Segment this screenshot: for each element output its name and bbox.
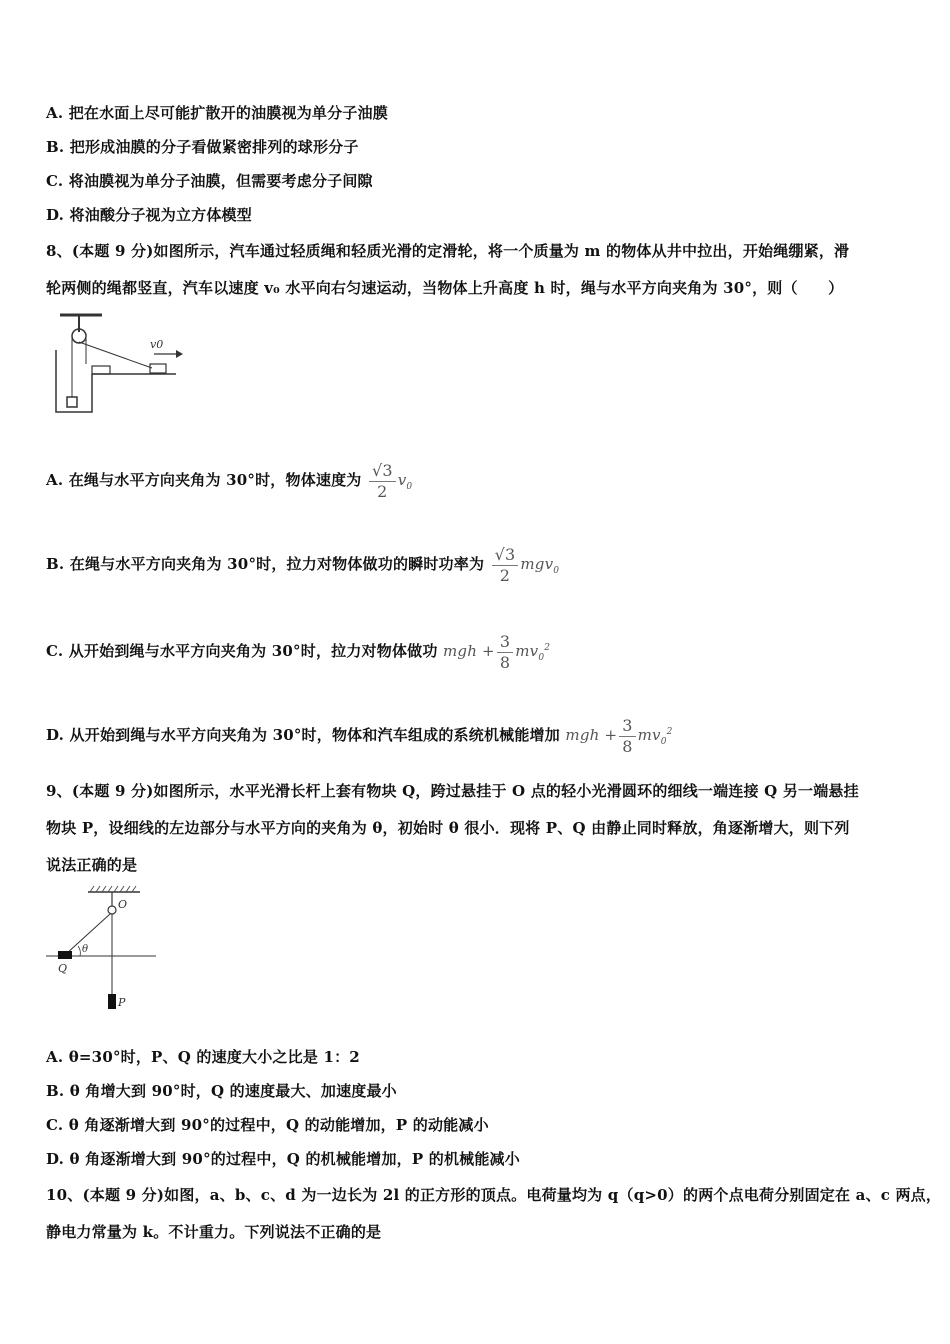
- math-pre: mgh +: [443, 642, 495, 660]
- q9-option-d: [46, 1148, 520, 1169]
- fraction-den: 2: [499, 565, 511, 585]
- math-tail: $mv_0^2$: [637, 726, 673, 747]
- option-letter: C.: [46, 172, 64, 190]
- fraction: [497, 632, 513, 673]
- fraction-den: 8: [622, 736, 633, 756]
- option-letter: A.: [46, 471, 64, 489]
- option-text: 从开始到绳与水平方向夹角为 30°时，物体和汽车组成的系统机械能增加: [69, 726, 560, 744]
- q-label: Q: [58, 962, 68, 975]
- v0-label: v0: [150, 338, 164, 351]
- q7-option-c: [46, 170, 373, 191]
- q9-option-c: [46, 1114, 489, 1135]
- math-pre: mgh +: [565, 726, 618, 744]
- option-letter: A.: [46, 104, 64, 122]
- option-text: 从开始到绳与水平方向夹角为 30°时，拉力对物体做功: [68, 642, 438, 660]
- math-tail: $mv_0^2$: [515, 642, 551, 663]
- p-label: P: [118, 996, 126, 1009]
- option-letter: B.: [46, 1082, 65, 1100]
- option-text: 把在水面上尽可能扩散开的油膜视为单分子油膜: [68, 104, 388, 122]
- fraction-den: 2: [377, 481, 388, 501]
- q8-pulley-figure: [52, 312, 184, 416]
- q9-stem-line2: 物块 P，设细线的左边部分与水平方向的夹角为 θ，初始时 θ 很小．现将 P、Q 由静止同时释放，角逐渐增大，则下列: [46, 819, 850, 837]
- option-letter: B.: [46, 555, 65, 573]
- q8-stem-line2: 轮两侧的绳都竖直，汽车以速度 v₀ 水平向右匀速运动，当物体上升高度 h 时，绳与水平方向夹角为 30°，则（ ）: [46, 279, 844, 297]
- q8-stem-line1: 8、(本题 9 分)如图所示，汽车通过轻质绳和轻质光滑的定滑轮，将一个质量为 m 的物体从井中拉出，开始绳绷紧，滑: [46, 242, 850, 260]
- option-text: θ 角逐渐增大到 90°的过程中，Q 的动能增加，P 的动能减小: [68, 1116, 489, 1134]
- math-tail: $v_0$: [397, 471, 413, 492]
- option-letter: B.: [46, 138, 65, 156]
- option-text: 将油酸分子视为立方体模型: [69, 206, 252, 224]
- fraction-den: 8: [499, 652, 511, 672]
- fraction: [492, 545, 519, 586]
- fraction-num: 3: [619, 716, 635, 737]
- q10-stem-line1: 10、(本题 9 分)如图，a、b、c、d 为一边长为 2l 的正方形的顶点。电荷量均为 q（q>0）的两个点电荷分别固定在 a、c 两点，: [46, 1186, 942, 1204]
- option-text: θ 角增大到 90°时，Q 的速度最大、加速度最小: [69, 1082, 397, 1100]
- theta-label: θ: [82, 944, 89, 955]
- option-text: 将油膜视为单分子油膜，但需要考虑分子间隙: [68, 172, 373, 190]
- q8-option-a: [46, 458, 412, 509]
- option-letter: C.: [46, 1116, 64, 1134]
- option-text: θ 角逐渐增大到 90°的过程中，Q 的机械能增加，P 的机械能减小: [69, 1150, 520, 1168]
- o-label: O: [118, 898, 128, 911]
- fraction-num: √3: [492, 545, 519, 566]
- option-letter: D.: [46, 206, 65, 224]
- option-letter: C.: [46, 642, 64, 660]
- option-letter: A.: [46, 1048, 64, 1066]
- q7-option-a: [46, 102, 388, 123]
- fraction: [369, 461, 396, 502]
- q9-stem-line1: 9、(本题 9 分)如图所示，水平光滑长杆上套有物块 Q，跨过悬挂于 O 点的轻小光滑圆环的细线一端连接 Q 另一端悬挂: [46, 782, 859, 800]
- q8-option-d: [46, 710, 673, 764]
- q9-option-a: [46, 1046, 360, 1067]
- q9-stem-line3: 说法正确的是: [46, 856, 138, 874]
- q9-ring-figure: [44, 884, 160, 1012]
- fraction-num: 3: [497, 632, 513, 653]
- option-text: θ=30°时，P、Q 的速度大小之比是 1：2: [68, 1048, 360, 1066]
- q10-stem-line2: 静电力常量为 k。不计重力。下列说法不正确的是: [46, 1223, 382, 1241]
- q9-option-b: [46, 1080, 397, 1101]
- option-letter: D.: [46, 726, 65, 744]
- q8-option-c: [46, 626, 550, 680]
- q7-option-d: [46, 204, 252, 225]
- fraction: [619, 716, 635, 757]
- math-tail: mgv$_0$: [520, 555, 560, 576]
- fraction-num: √3: [369, 461, 396, 482]
- option-text: 把形成油膜的分子看做紧密排列的球形分子: [69, 138, 359, 156]
- q7-option-b: [46, 136, 359, 157]
- option-text: 在绳与水平方向夹角为 30°时，物体速度为: [68, 471, 362, 489]
- option-text: 在绳与水平方向夹角为 30°时，拉力对物体做功的瞬时功率为: [69, 555, 485, 573]
- q8-option-b: [46, 542, 559, 593]
- option-letter: D.: [46, 1150, 65, 1168]
